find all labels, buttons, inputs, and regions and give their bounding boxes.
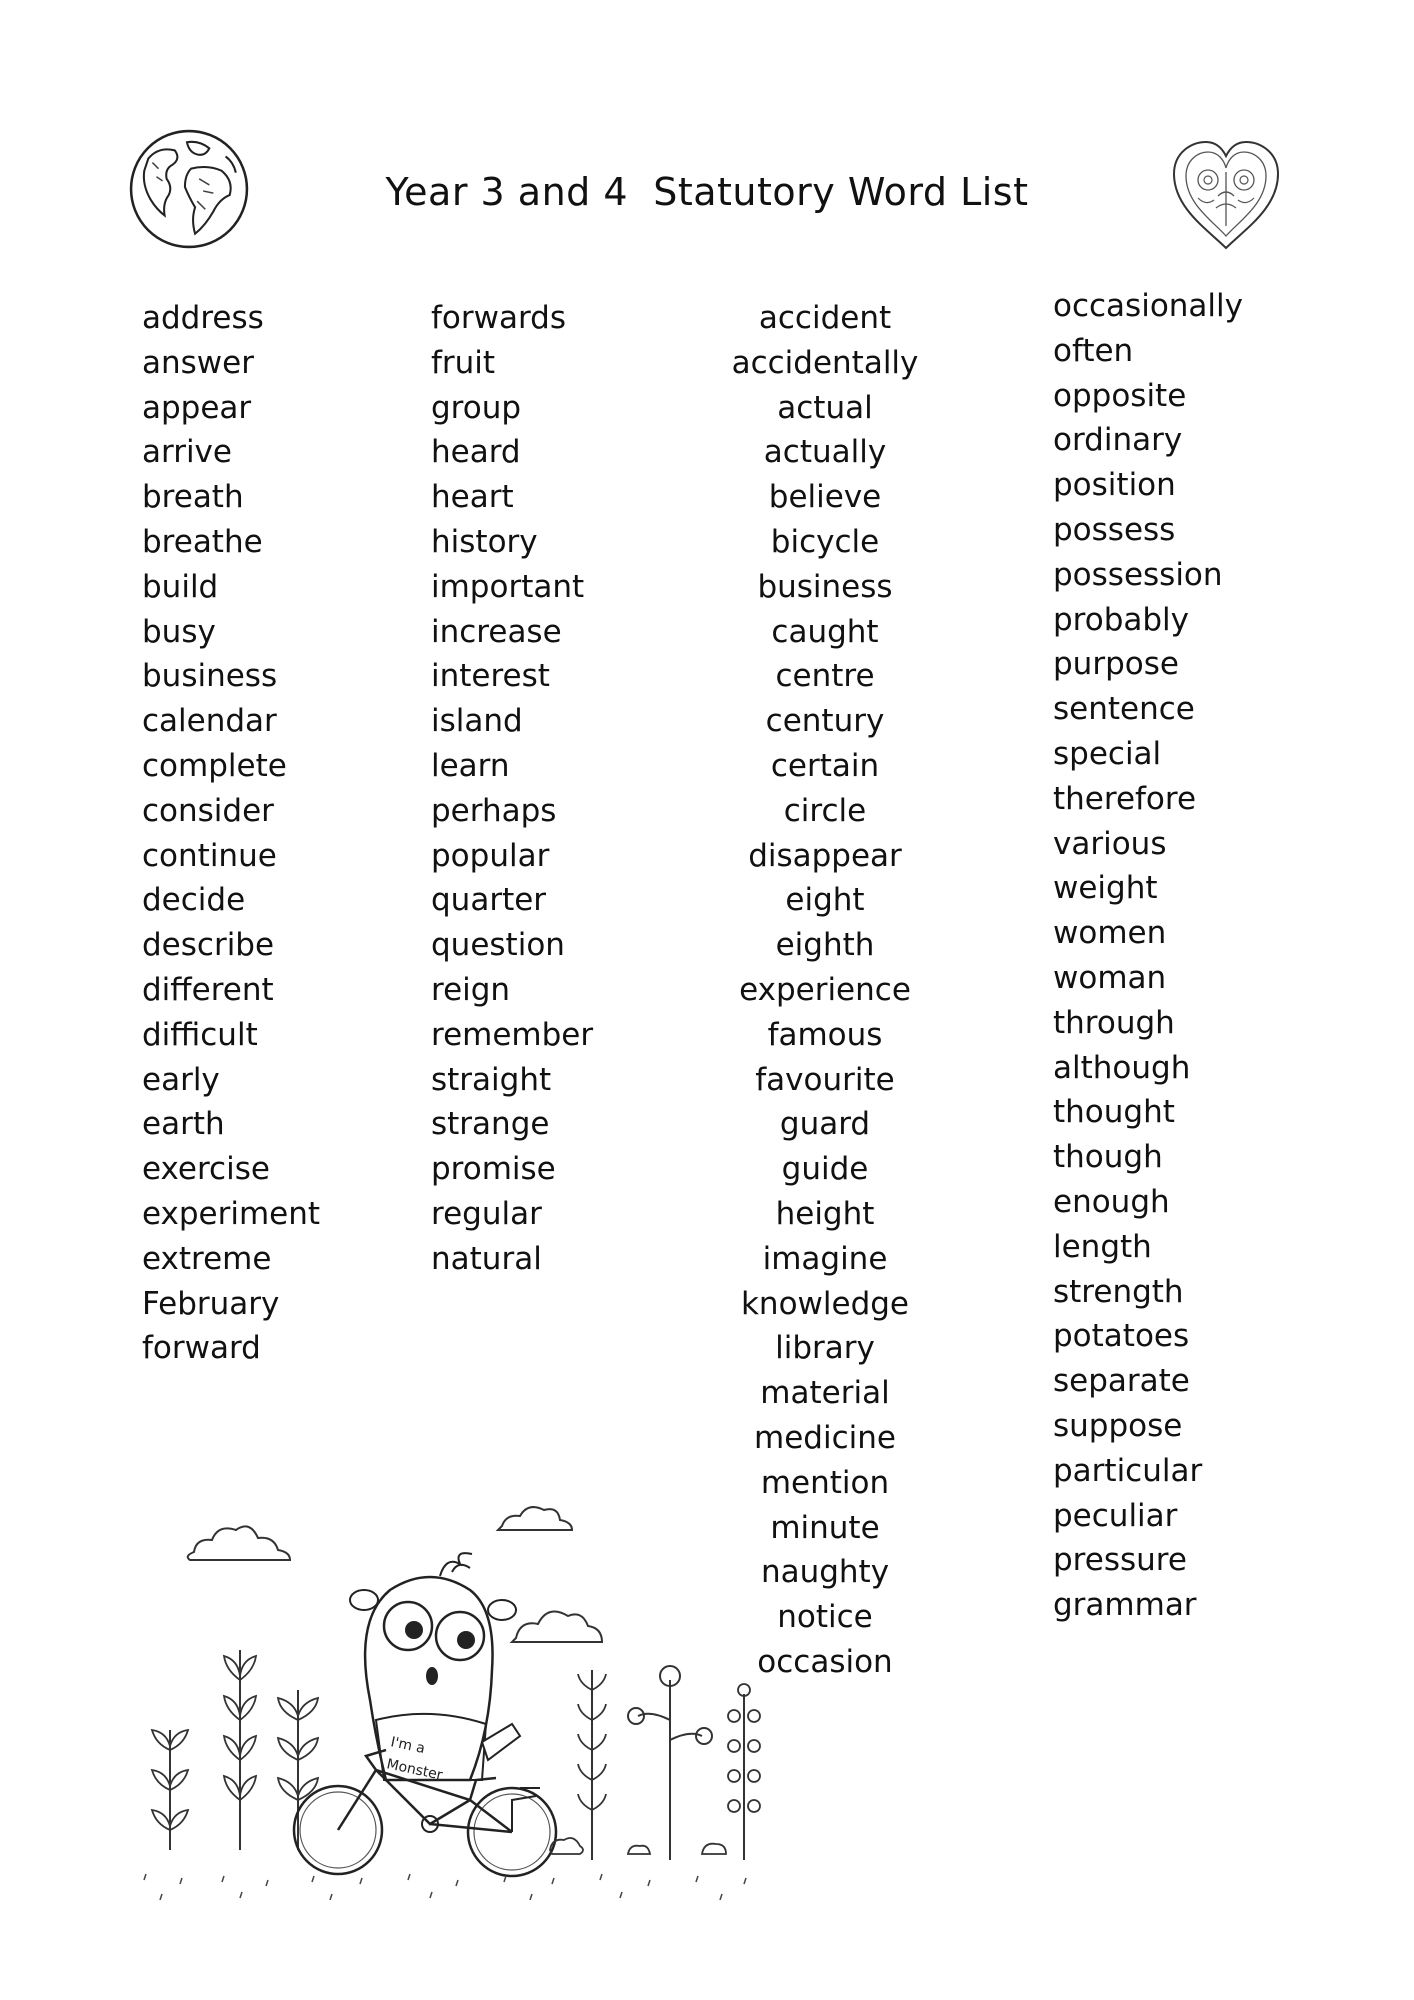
word-item: arrive <box>142 434 232 471</box>
word-item: history <box>431 523 538 560</box>
word-item: through <box>1053 1004 1175 1041</box>
word-item: knowledge <box>740 1285 910 1322</box>
word-item: purpose <box>1053 646 1179 683</box>
monster-on-bicycle-illustration <box>140 1480 800 1900</box>
word-item: length <box>1053 1228 1152 1265</box>
word-item: accident <box>758 300 892 336</box>
word-item: continue <box>142 837 277 874</box>
word-item: probably <box>1053 601 1190 638</box>
word-item: early <box>142 1061 220 1098</box>
word-item: suppose <box>1053 1407 1183 1444</box>
word-item: circle <box>783 792 867 829</box>
word-item: strange <box>431 1106 550 1143</box>
word-item: breath <box>142 479 244 516</box>
word-item: breathe <box>142 523 263 560</box>
word-item: woman <box>1053 959 1167 996</box>
word-item: heard <box>431 434 521 471</box>
word-item: therefore <box>1053 780 1197 817</box>
word-item: position <box>1053 467 1176 504</box>
word-item: earth <box>142 1106 225 1143</box>
word-item: appear <box>142 389 252 426</box>
word-item: though <box>1053 1139 1163 1176</box>
word-item: group <box>431 389 522 426</box>
word-item: perhaps <box>431 792 557 829</box>
word-item: famous <box>767 1016 883 1053</box>
word-item: remember <box>431 1016 594 1053</box>
word-item: notice <box>777 1599 873 1636</box>
word-item: business <box>142 658 278 695</box>
word-item: mention <box>760 1464 890 1501</box>
word-item: although <box>1053 1049 1191 1086</box>
word-item: centre <box>775 658 875 695</box>
word-item: guard <box>779 1106 871 1143</box>
word-item: separate <box>1053 1363 1190 1400</box>
word-item: strength <box>1053 1273 1184 1310</box>
word-item: ordinary <box>1053 422 1183 459</box>
word-item: island <box>431 703 523 740</box>
word-item: learn <box>431 747 510 784</box>
word-column-4 <box>1053 284 1303 1628</box>
word-item: heart <box>431 479 514 516</box>
word-item: particular <box>1053 1452 1203 1489</box>
word-item: address <box>142 300 264 336</box>
word-item: answer <box>142 344 254 381</box>
word-item: describe <box>142 927 275 964</box>
word-item: difficult <box>142 1016 258 1053</box>
word-item: often <box>1053 332 1134 369</box>
word-item: guide <box>781 1151 869 1188</box>
word-item: actually <box>763 434 887 471</box>
word-item: possession <box>1053 556 1223 593</box>
word-item: occasionally <box>1053 288 1243 324</box>
word-item: consider <box>142 792 274 829</box>
word-item: exercise <box>142 1151 270 1188</box>
word-item: possess <box>1053 511 1176 548</box>
word-item: complete <box>142 747 287 784</box>
word-item: forward <box>142 1330 261 1367</box>
word-item: thought <box>1053 1094 1175 1131</box>
word-item: business <box>757 568 893 605</box>
page-title: Year 3 and 4 Statutory Word List <box>385 170 1029 214</box>
word-item: fruit <box>431 344 496 381</box>
word-item: height <box>775 1195 875 1232</box>
word-item: certain <box>770 747 880 784</box>
word-item: forwards <box>431 300 567 336</box>
word-item: experience <box>739 971 911 1008</box>
word-item: medicine <box>754 1419 896 1456</box>
word-item: reign <box>431 971 511 1008</box>
word-item: special <box>1053 735 1162 772</box>
word-item: question <box>431 927 565 964</box>
word-item: busy <box>142 613 216 650</box>
word-item: February <box>142 1285 280 1322</box>
word-item: caught <box>771 613 879 650</box>
word-item: regular <box>431 1195 542 1232</box>
word-item: extreme <box>142 1240 272 1277</box>
word-item: straight <box>431 1061 552 1098</box>
word-item: grammar <box>1053 1587 1197 1624</box>
word-item: imagine <box>762 1240 888 1277</box>
word-item: build <box>142 568 219 605</box>
word-item: calendar <box>142 703 277 740</box>
word-item: important <box>431 568 585 605</box>
word-item: disappear <box>748 837 902 874</box>
word-column-1 <box>142 296 392 1371</box>
word-item: natural <box>431 1240 542 1277</box>
word-item: actual <box>777 389 873 426</box>
word-item: promise <box>431 1151 556 1188</box>
word-item: eight <box>785 882 865 919</box>
word-item: peculiar <box>1053 1497 1178 1534</box>
word-item: women <box>1053 915 1167 952</box>
word-item: sentence <box>1053 691 1195 728</box>
word-item: occasion <box>757 1643 893 1680</box>
word-item: enough <box>1053 1183 1170 1220</box>
word-item: decide <box>142 882 246 919</box>
word-column-3 <box>700 296 950 1685</box>
svg-text:Monster: Monster <box>385 1756 444 1784</box>
word-item: library <box>775 1330 875 1367</box>
word-item: bicycle <box>770 523 880 560</box>
word-item: century <box>765 703 885 740</box>
word-item: interest <box>431 658 550 695</box>
word-item: different <box>142 971 274 1008</box>
word-item: quarter <box>431 882 547 919</box>
word-item: favourite <box>755 1061 895 1098</box>
svg-text:I'm a: I'm a <box>389 1734 427 1758</box>
word-item: naughty <box>760 1554 890 1591</box>
word-item: experiment <box>142 1195 321 1232</box>
word-item: opposite <box>1053 377 1187 414</box>
word-item: material <box>760 1375 890 1412</box>
word-item: believe <box>768 479 882 516</box>
word-item: various <box>1053 825 1167 862</box>
word-item: increase <box>431 613 562 650</box>
word-item: minute <box>770 1509 880 1546</box>
word-item: popular <box>431 837 550 874</box>
word-item: eighth <box>775 927 875 964</box>
word-item: pressure <box>1053 1542 1187 1579</box>
word-item: potatoes <box>1053 1318 1190 1355</box>
word-item: accidentally <box>731 344 919 381</box>
word-column-2 <box>431 296 681 1282</box>
word-item: weight <box>1053 870 1158 907</box>
